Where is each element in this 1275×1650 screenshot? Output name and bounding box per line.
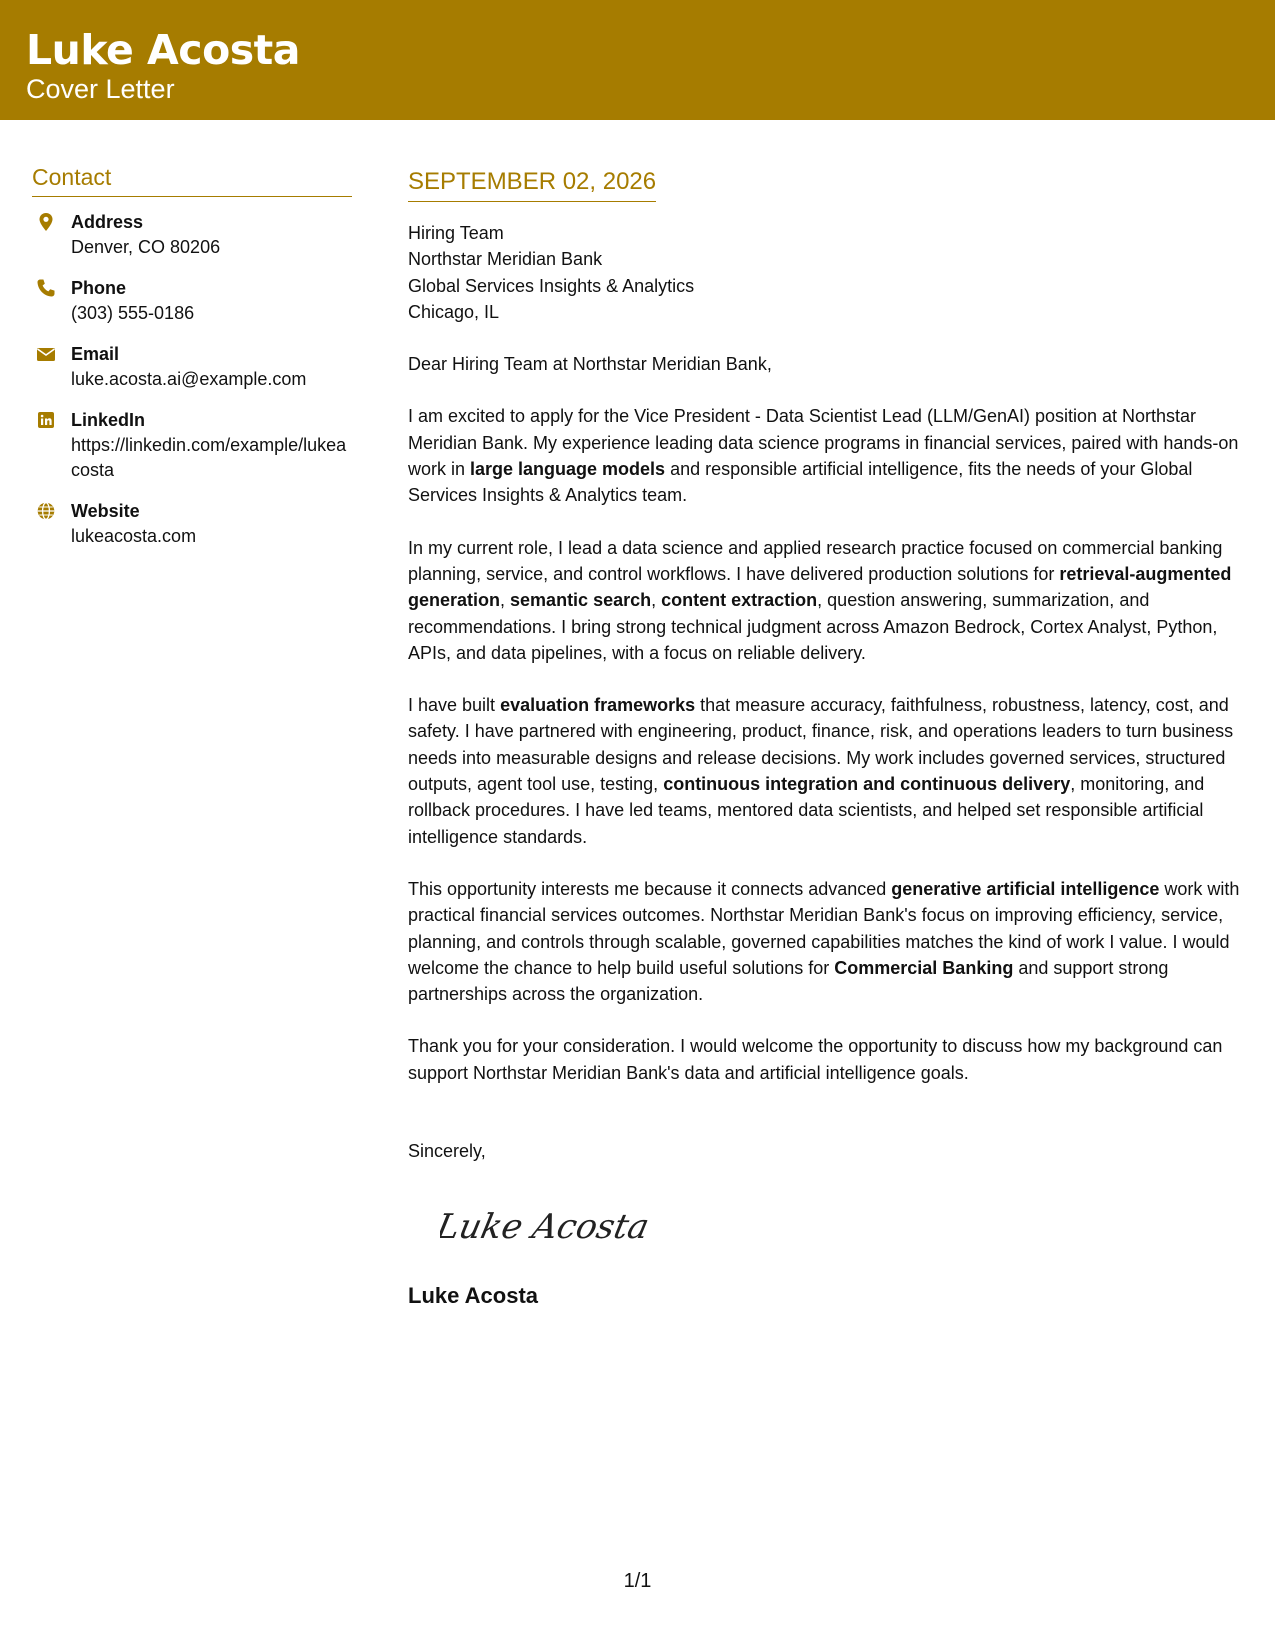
emphasis-text: generative artificial intelligence <box>891 878 1160 899</box>
letter-paragraph <box>408 692 1248 850</box>
contact-item-website <box>32 499 352 549</box>
letter-body <box>408 165 1248 1311</box>
paragraph-text: that measure accuracy, faithfulness, robustness, latency, cost, and safety. I have partnered with engineering, product, finance, risk, and operations leaders to turn business needs into measurable designs and release decisions. My work includes governed services, structured outputs, agent tool use, testing, <box>408 695 1234 795</box>
paragraph-text: , question answering, summarization, and recommendations. I bring strong technical judgment across Amazon Bedrock, Cortex Analyst, Python, APIs, and data pipelines, with a focus on reliable delivery. <box>408 590 1218 663</box>
signed-name: Luke Acosta <box>408 1283 539 1309</box>
contact-label: Website <box>71 501 140 521</box>
paragraph-text: and responsible artificial intelligence, fits the needs of your Global Services Insights & Analytics team. <box>408 459 1193 506</box>
website-value[interactable]: lukeacosta.com <box>71 526 197 546</box>
paragraph-text: work with practical financial services outcomes. Northstar Meridian Bank's focus on improving efficiency, service, planning, and controls through scalable, governed capabilities matches the kind of work I value. I would welcome the chance to help build useful solutions for <box>408 878 1240 978</box>
contact-item-address <box>32 210 352 260</box>
paragraph-text: , <box>651 590 662 611</box>
globe-icon <box>36 501 56 521</box>
contact-heading: Contact <box>32 160 352 197</box>
emphasis-text: semantic search <box>510 590 652 611</box>
emphasis-text: continuous integration and continuous delivery <box>663 774 1071 795</box>
envelope-icon <box>36 344 56 364</box>
linkedin-icon <box>36 410 56 430</box>
page-header <box>0 0 1275 120</box>
paragraph-text: Thank you for your consideration. I would welcome the opportunity to discuss how my background can support Northstar Meridian Bank's data and artificial intelligence goals. <box>408 1036 1223 1083</box>
contact-sidebar <box>32 160 352 565</box>
emphasis-text: large language models <box>470 459 666 480</box>
phone-value: (303) 555-0186 <box>71 303 195 323</box>
emphasis-text: Commercial Banking <box>834 957 1014 978</box>
paragraph-text: I am excited to apply for the Vice President - Data Scientist Lead (LLM/GenAI) position at Northstar Meridian Bank. My experience leading data science programs in financial services, paired with hands-on work in <box>408 406 1239 480</box>
linkedin-value[interactable]: https://linkedin.com/example/lukeacosta <box>71 435 347 480</box>
emphasis-text: retrieval-augmented generation <box>408 563 1232 611</box>
contact-item-email <box>32 342 352 392</box>
recipient-line: Hiring Team <box>408 223 504 243</box>
paragraph-text: , <box>500 590 511 611</box>
emphasis-text: evaluation frameworks <box>500 695 696 716</box>
contact-label: Address <box>71 212 144 232</box>
email-value[interactable]: luke.acosta.ai@example.com <box>71 369 307 389</box>
contact-label: Email <box>71 344 120 364</box>
paragraph-text: In my current role, I lead a data science and applied research practice focused on commercial banking planning, service, and control workflows. I have delivered production solutions for <box>408 537 1223 584</box>
contact-label: Phone <box>71 278 127 298</box>
signature <box>440 1194 700 1264</box>
page-number: 1/1 <box>623 1570 652 1592</box>
phone-icon <box>36 278 56 298</box>
salutation: Dear Hiring Team at Northstar Meridian Bank, <box>408 354 772 375</box>
recipient-block <box>408 220 1248 325</box>
address-value: Denver, CO 80206 <box>71 237 221 257</box>
emphasis-text: content extraction <box>661 590 818 611</box>
recipient-line: Global Services Insights & Analytics <box>408 275 695 296</box>
paragraph-text: This opportunity interests me because it connects advanced <box>408 878 892 899</box>
paragraph-text: and support strong partnerships across the organization. <box>408 957 1169 1005</box>
recipient-line: Northstar Meridian Bank <box>408 249 603 270</box>
letter-paragraph <box>408 876 1248 1007</box>
document-subtitle: Cover Letter <box>26 74 175 104</box>
contact-label: LinkedIn <box>71 410 146 430</box>
letter-paragraph <box>408 535 1248 666</box>
letter-paragraph <box>408 403 1248 508</box>
map-pin-icon <box>36 212 56 232</box>
letter-date: SEPTEMBER 02, 2026 <box>408 165 656 202</box>
signature-text: Luke Acosta <box>440 1207 653 1248</box>
paragraph-text: , monitoring, and rollback procedures. I have led teams, mentored data scientists, and helped set responsible artificial intelligence standards. <box>408 774 1205 847</box>
contact-item-linkedin <box>32 408 352 483</box>
closing: Sincerely, <box>408 1141 486 1162</box>
recipient-line: Chicago, IL <box>408 301 500 322</box>
applicant-name: Luke Acosta <box>26 26 300 74</box>
paragraph-text: I have built <box>408 695 501 716</box>
contact-item-phone <box>32 276 352 326</box>
letter-paragraph <box>408 1033 1248 1086</box>
